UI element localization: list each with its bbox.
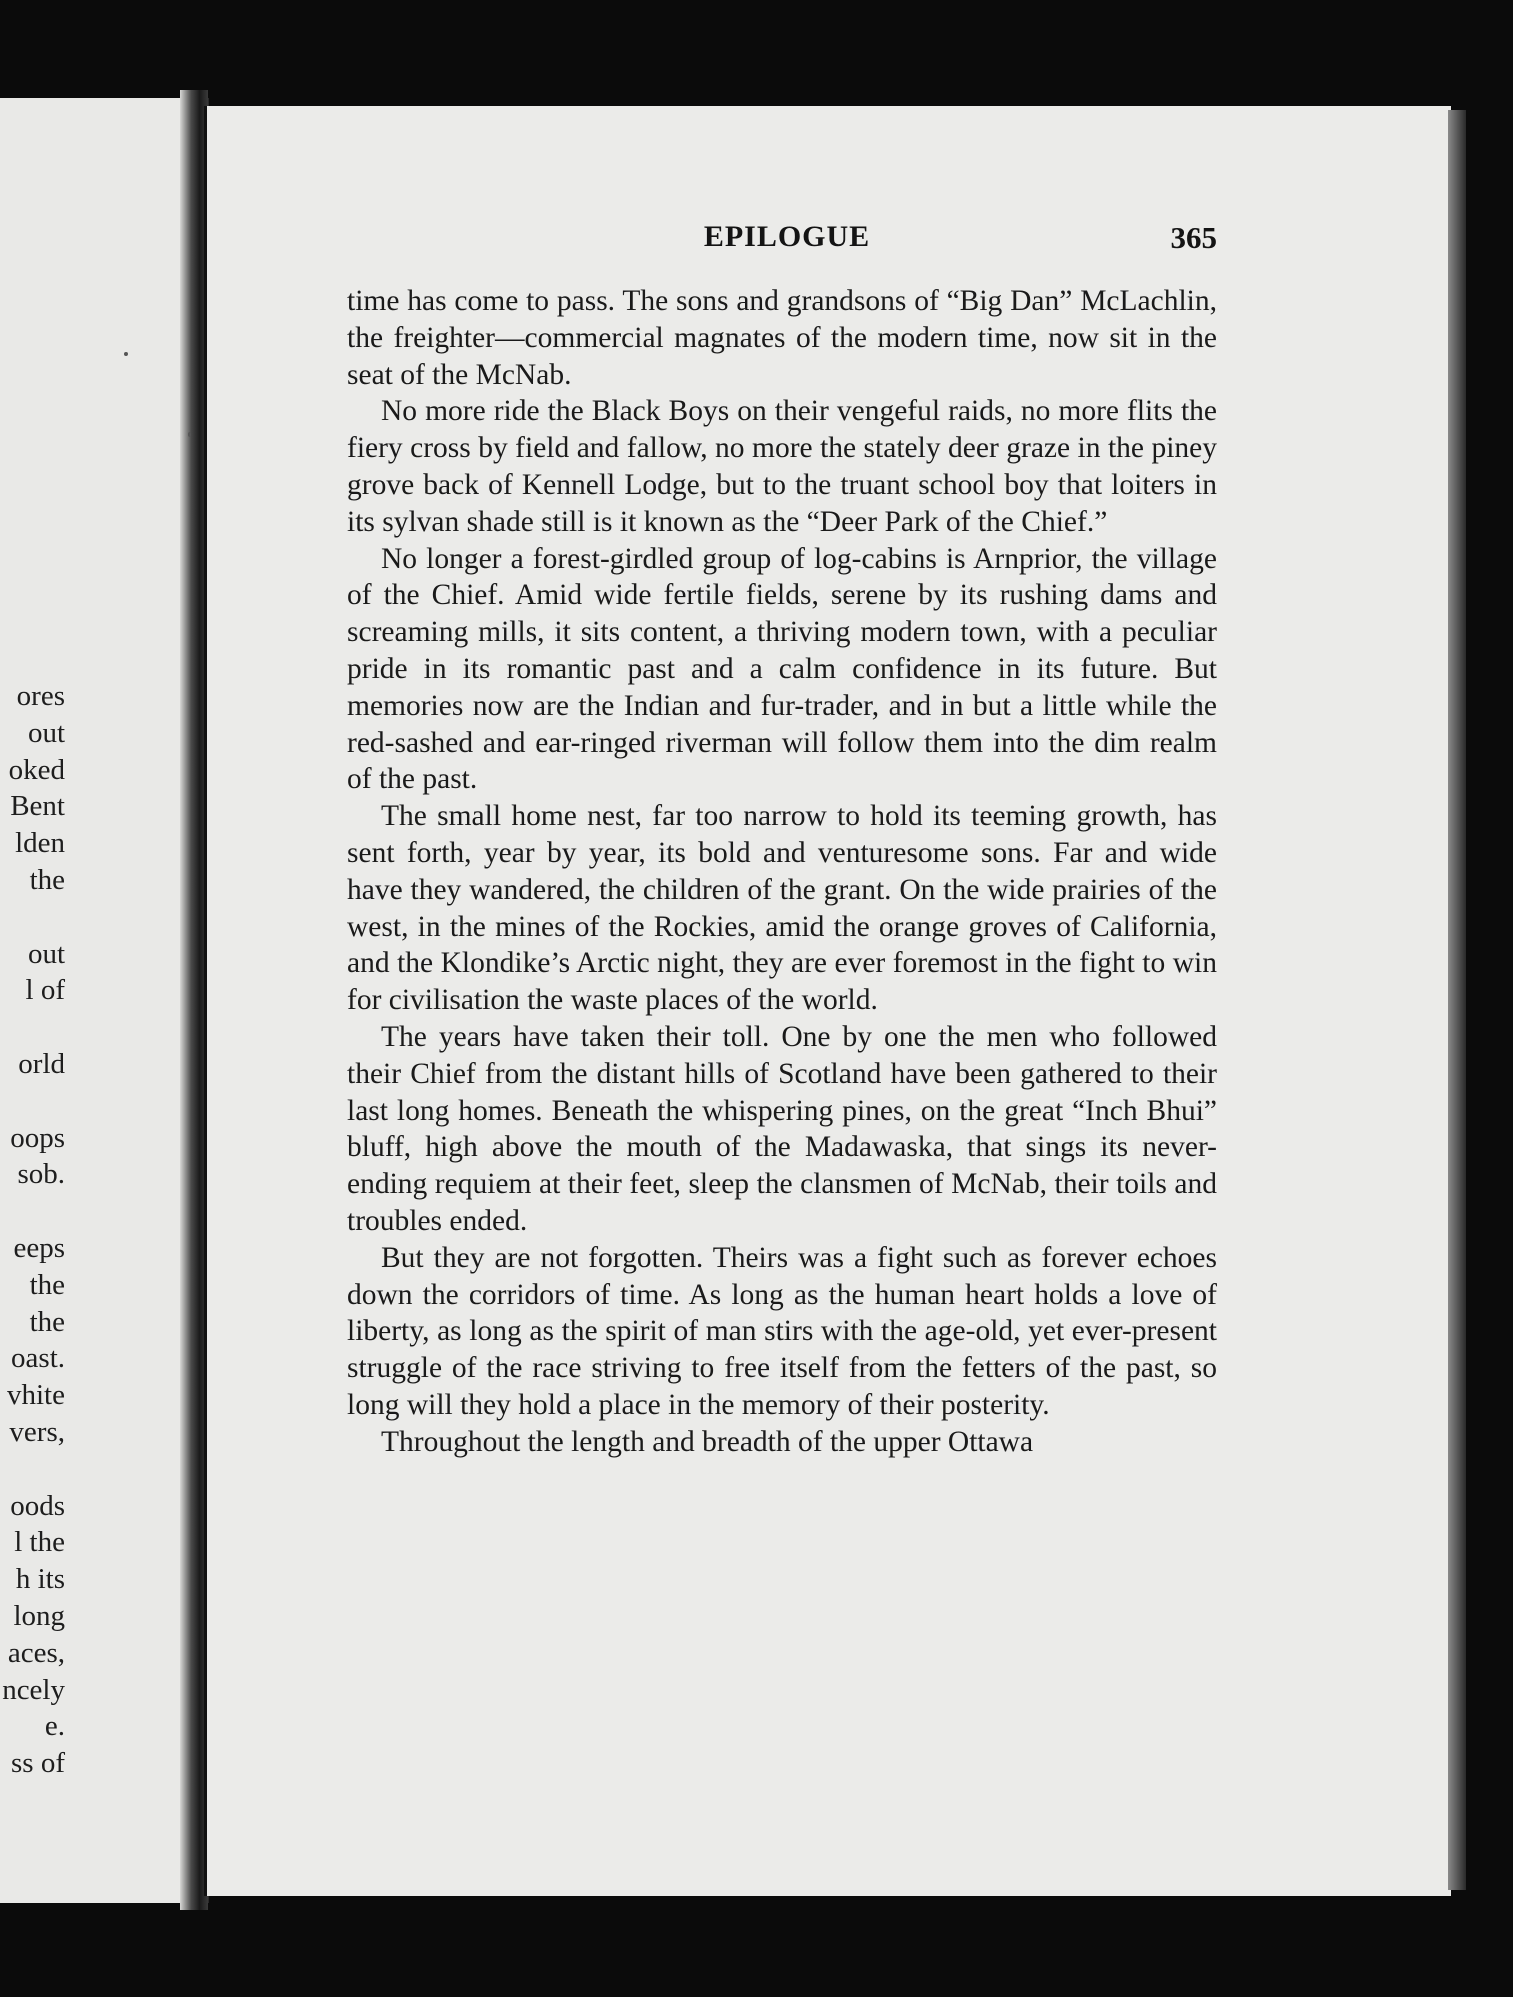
paragraph: Throughout the length and breadth of the upper Ottawa xyxy=(381,1425,1034,1458)
left-page-fragment: aces, xyxy=(7,1636,65,1669)
left-page-fragment: h its xyxy=(15,1563,65,1596)
left-page-fragment: ss of xyxy=(11,1747,65,1780)
left-page-fragment: l the xyxy=(14,1526,65,1559)
left-page-fragment: eeps xyxy=(13,1232,65,1264)
left-page-fragment: l of xyxy=(25,974,65,1007)
left-page-fragment: the xyxy=(29,1305,65,1338)
paragraph: The years have taken their toll. One by one the men who followed their Chief from the distant hills of Scotland have been gathered to their last long homes. Beneath the whispering pines, on the great “Inch Bhui” bluff, high above the mouth of the Madawaska, that sings its never-ending requiem at their feet, sleep the clansmen of McNab, their toils and troubles ended. xyxy=(347,1020,1217,1237)
left-page-fragment: e. xyxy=(44,1710,65,1743)
left-page-fragment: oops xyxy=(10,1121,65,1154)
scan-speck xyxy=(188,432,191,437)
paragraph: But they are not forgotten. Theirs was a fight such as forever echoes down the corridors of time. As long as the human heart holds a love of liberty, as long as the spirit of man stirs with the age-old, yet ever-present struggle of the race striving to free itself from the fetters of the past, so long will they hold a place in the memory of their posterity. xyxy=(347,1241,1217,1421)
left-page-fragment: ores xyxy=(16,680,65,712)
scan-speck xyxy=(124,352,128,356)
body-text xyxy=(347,283,1217,1461)
left-page-fragment: lden xyxy=(15,827,65,860)
paragraph: No more ride the Black Boys on their vengeful raids, no more flits the fiery cross by field and fallow, no more the stately deer graze in the piney grove back of Kennell Lodge, but to the truant school boy that loiters in its sylvan shade still is it known as the “Deer Park of the Chief.” xyxy=(347,395,1217,538)
left-page xyxy=(0,98,209,1903)
page-edge-shadow xyxy=(1448,110,1466,1890)
page-header xyxy=(347,220,1217,264)
left-page-fragment: orld xyxy=(18,1048,65,1080)
left-page-fragment: oast. xyxy=(11,1342,65,1375)
paragraph: time has come to pass. The sons and grandsons of “Big Dan” McLachlin, the freighter—commercial magnates of the modern time, now sit in the seat of the McNab. xyxy=(347,285,1217,391)
left-page-fragment: oked xyxy=(8,753,65,786)
left-page-fragment: ncely xyxy=(2,1673,65,1706)
left-page-fragment: the xyxy=(29,1268,65,1301)
left-page-fragment: long xyxy=(13,1600,65,1632)
left-page-fragment: out xyxy=(27,716,65,749)
left-page-fragment: vers, xyxy=(9,1416,65,1448)
paragraph: No longer a forest-girdled group of log-cabins is Arnprior, the village of the Chief. Amid wide fertile fields, serene by its rushing dams and screaming mills, it sits content, a thriving modern town, with a peculiar pride in its romantic past and a calm confidence in its future. But memories now are the Indian and fur-trader, and in but a little while the red-sashed and ear-ringed riverman will follow them into the dim realm of the past. xyxy=(347,542,1217,796)
running-head: EPILOGUE xyxy=(703,220,871,253)
left-page-fragment: vhite xyxy=(7,1379,65,1412)
left-page-fragment: the xyxy=(29,864,65,896)
left-page-fragment: Bent xyxy=(10,790,65,823)
page-number: 365 xyxy=(1170,220,1217,255)
paragraph: The small home nest, far too narrow to hold its teeming growth, has sent forth, year by year, its bold and venturesome sons. Far and wide have they wandered, the children of the grant. On the wide prairies of the west, in the mines of the Rockies, amid the orange groves of California, and the Klondike’s Arctic night, they are ever foremost in the fight to win for civilisation the waste places of the world. xyxy=(347,800,1217,1017)
left-page-fragment: oods xyxy=(10,1489,65,1522)
left-page-fragment: sob. xyxy=(17,1158,65,1191)
left-page-fragment: out xyxy=(27,937,65,970)
